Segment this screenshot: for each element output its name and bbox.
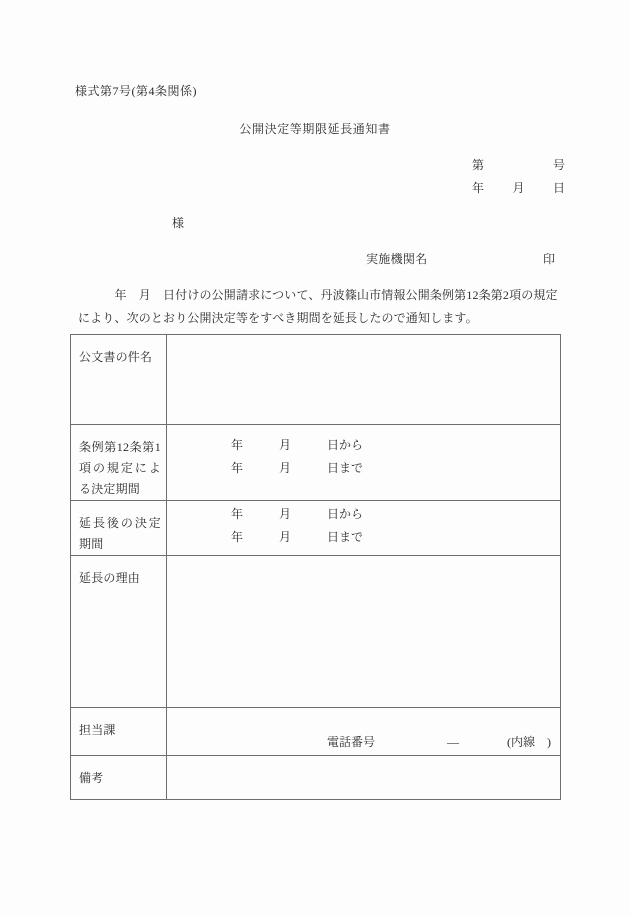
- doc-number-prefix: 第: [472, 158, 485, 172]
- body-line-1: 年 月 日付けの公開請求について、丹波篠山市情報公開条例第12条第2項の規定: [78, 288, 558, 302]
- row-label: 条例第12条第1: [79, 440, 161, 454]
- table-row-document-title: [71, 335, 561, 425]
- date-month-label: 月: [512, 181, 525, 195]
- row-label: 期間: [79, 537, 104, 551]
- form-number: 様式第7号(第4条関係): [75, 84, 197, 98]
- issuing-agency-label: 実施機関名: [366, 252, 428, 266]
- row-value-cell: [167, 425, 561, 501]
- addressee-suffix: 様: [172, 216, 185, 230]
- date-year-label: 年: [472, 181, 485, 195]
- period-from-line: 年 月 日から: [231, 507, 364, 521]
- document-title: 公開決定等期限延長通知書: [239, 122, 391, 136]
- phone-number-line: 電話番号 ― (内線 ): [327, 735, 551, 749]
- row-label-cell: [71, 708, 167, 756]
- row-label-cell: [71, 756, 167, 800]
- form-table: [70, 334, 561, 800]
- period-to-line: 年 月 日まで: [231, 530, 364, 544]
- row-label-cell: [71, 335, 167, 425]
- row-label-cell: [71, 425, 167, 501]
- table-row-department: [71, 708, 561, 756]
- row-value-cell: [167, 708, 561, 756]
- row-value-cell: [167, 556, 561, 708]
- table-row-remarks: [71, 756, 561, 800]
- doc-number-suffix: 号: [552, 158, 565, 172]
- period-from-line: 年 月 日から: [231, 438, 364, 452]
- row-label: 公文書の件名: [79, 350, 153, 364]
- body-paragraph: [78, 289, 556, 335]
- row-label-cell: [71, 556, 167, 708]
- row-label: 備考: [79, 771, 104, 785]
- row-label-cell: [71, 501, 167, 556]
- row-value-cell: [167, 501, 561, 556]
- table-row-original-period: [71, 425, 561, 501]
- date-line: [472, 182, 565, 205]
- row-value-cell: [167, 335, 561, 425]
- row-label: 項の規定によ: [79, 461, 161, 475]
- row-label: 延長の理由: [79, 571, 141, 585]
- period-to-line: 年 月 日まで: [231, 461, 364, 475]
- table-row-extension-reason: [71, 556, 561, 708]
- date-day-label: 日: [552, 181, 565, 195]
- row-label: 担当課: [79, 723, 116, 737]
- seal-mark: 印: [543, 252, 556, 266]
- table-row-extended-period: [71, 501, 561, 556]
- row-label: 延長後の決定: [79, 516, 161, 530]
- doc-number-line: [472, 159, 565, 182]
- row-value-cell: [167, 756, 561, 800]
- row-label: る決定期間: [79, 482, 141, 496]
- doc-number-and-date: [472, 159, 565, 205]
- body-line-2: により、次のとおり公開決定等をすべき期間を延長したので通知します。: [78, 311, 478, 325]
